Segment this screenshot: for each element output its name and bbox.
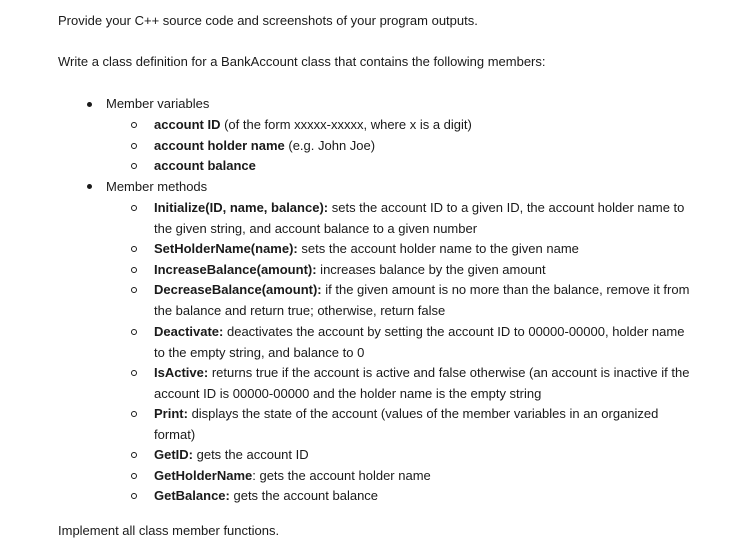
item-term: account ID — [154, 117, 221, 132]
circle-bullet-icon — [131, 473, 137, 479]
list-item — [154, 486, 694, 507]
closing-text: Implement all class member functions. — [58, 523, 280, 538]
circle-bullet-icon — [131, 452, 137, 458]
item-desc: : gets the account holder name — [252, 468, 431, 483]
item-term: account balance — [154, 158, 256, 173]
item-desc: gets the account ID — [193, 447, 309, 462]
item-term: IsActive: — [154, 365, 209, 380]
circle-bullet-icon — [131, 205, 137, 211]
item-desc: (of the form xxxxx-xxxxx, where x is a digit) — [220, 117, 472, 132]
item-desc: returns true if the account is active and false otherwise (an account is inactive if the account ID is 00000-00000 and the holder name is the empty string — [154, 365, 690, 401]
item-desc: gets the account balance — [229, 488, 379, 503]
item-desc: sets the account ID to a given ID, the account holder name to the given string, and account balance to a given number — [154, 200, 685, 236]
list-item — [154, 239, 694, 260]
circle-bullet-icon — [131, 267, 137, 273]
item-term: Deactivate: — [154, 324, 224, 339]
member-methods-label: Member methods — [106, 179, 208, 194]
list-item — [154, 363, 694, 404]
intro-text: Provide your C++ source code and screenshots of your program outputs. — [58, 13, 478, 28]
item-desc: if the given amount is no more than the balance, remove it from the balance and return true; otherwise, return false — [154, 282, 690, 318]
item-desc: (e.g. John Joe) — [284, 138, 376, 153]
item-term: SetHolderName(name): — [154, 241, 298, 256]
item-term: Initialize(ID, name, balance): — [154, 200, 329, 215]
item-term: Print: — [154, 406, 188, 421]
item-term: account holder name — [154, 138, 285, 153]
list-item — [154, 322, 694, 363]
circle-bullet-icon — [131, 329, 137, 335]
item-desc: displays the state of the account (values of the member variables in an organized format) — [154, 406, 659, 442]
item-desc: increases balance by the given amount — [316, 262, 546, 277]
item-term: GetID: — [154, 447, 193, 462]
item-term: GetHolderName — [154, 468, 253, 483]
circle-bullet-icon — [131, 163, 137, 169]
circle-bullet-icon — [131, 287, 137, 293]
list-item — [154, 280, 694, 321]
list-item — [154, 198, 694, 239]
item-desc: sets the account holder name to the given name — [297, 241, 579, 256]
circle-bullet-icon — [131, 143, 137, 149]
circle-bullet-icon — [131, 122, 137, 128]
bullet-icon — [87, 102, 92, 107]
circle-bullet-icon — [131, 370, 137, 376]
list-item — [154, 404, 694, 445]
member-variables-label: Member variables — [106, 96, 210, 111]
list-item — [154, 445, 694, 466]
circle-bullet-icon — [131, 411, 137, 417]
list-item — [154, 115, 694, 136]
list-item — [154, 136, 694, 157]
item-term: DecreaseBalance(amount): — [154, 282, 322, 297]
item-desc: deactivates the account by setting the account ID to 00000-00000, holder name to the empty string, and balance to 0 — [154, 324, 685, 360]
list-item — [154, 156, 694, 177]
instruction-text: Write a class definition for a BankAccount class that contains the following members: — [58, 54, 546, 69]
bullet-icon — [87, 184, 92, 189]
list-item — [154, 260, 694, 281]
circle-bullet-icon — [131, 493, 137, 499]
circle-bullet-icon — [131, 246, 137, 252]
item-term: GetBalance: — [154, 488, 230, 503]
list-item — [154, 466, 694, 487]
item-term: IncreaseBalance(amount): — [154, 262, 317, 277]
